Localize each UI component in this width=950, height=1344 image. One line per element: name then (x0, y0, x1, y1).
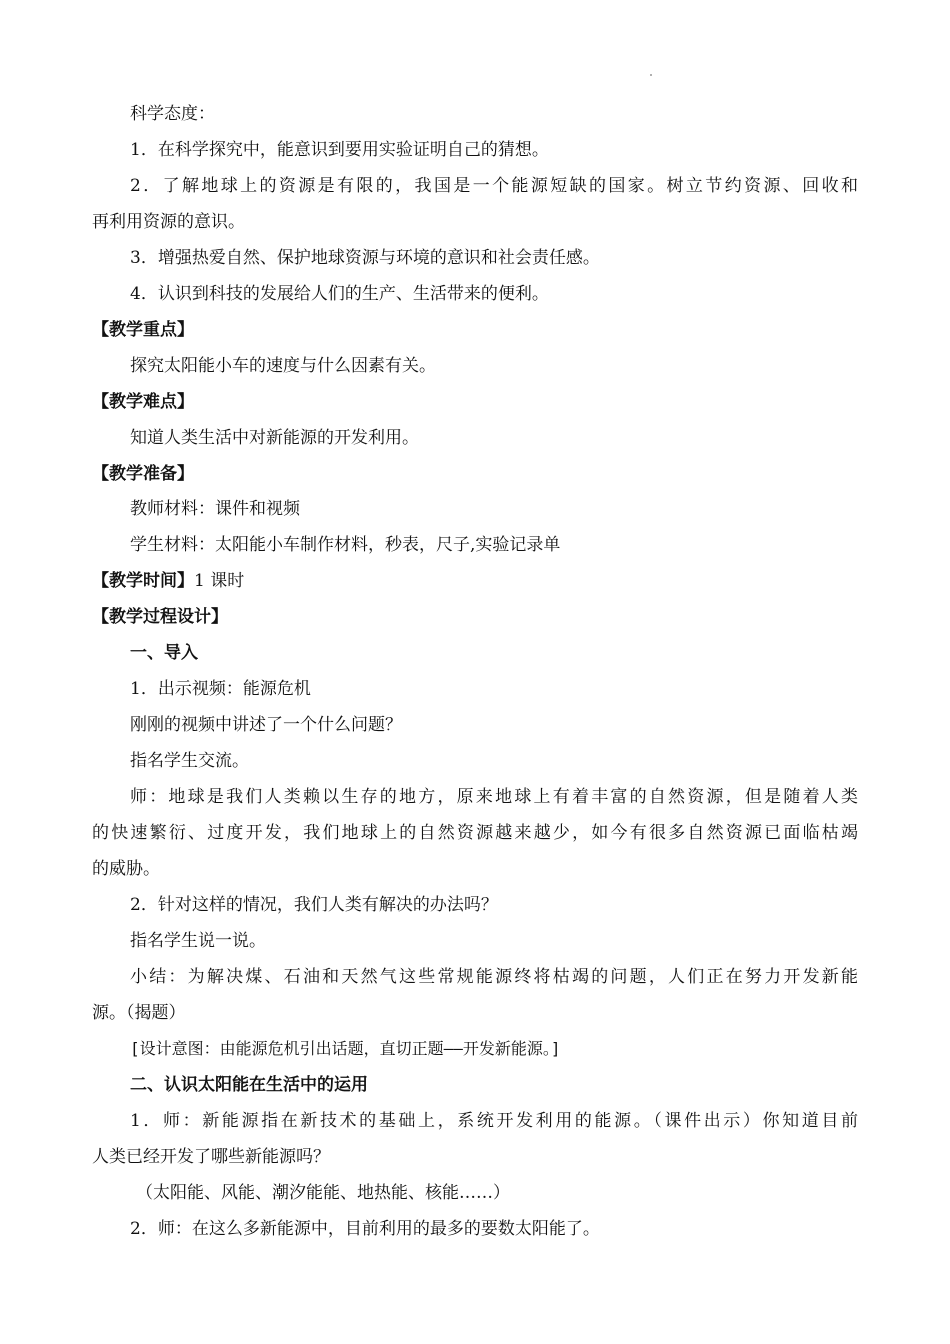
section-heading: 【教学重点】 (92, 320, 194, 340)
section-heading: 【教学准备】 (92, 464, 194, 484)
paragraph-line: 知道人类生活中对新能源的开发利用。 (130, 428, 419, 448)
paragraph-line: 小结：为解决煤、石油和天然气这些常规能源终将枯竭的问题，人们正在努力开发新能 (130, 967, 858, 987)
paragraph-line: 人类已经开发了哪些新能源吗？ (92, 1147, 330, 1167)
section-heading-time (92, 569, 872, 593)
paragraph-line: 3．增强热爱自然、保护地球资源与环境的意识和社会责任感。 (130, 248, 600, 268)
paragraph-line: 教师材料：课件和视频 (130, 499, 300, 519)
paragraph-line: 师：地球是我们人类赖以生存的地方，原来地球上有着丰富的自然资源，但是随着人类 (130, 787, 858, 807)
paragraph-line: 1．在科学探究中，能意识到要用实验证明自己的猜想。 (130, 140, 549, 160)
paragraph-line: （太阳能、风能、潮汐能能、地热能、核能……） (136, 1183, 510, 1203)
paragraph-line: 2．了解地球上的资源是有限的，我国是一个能源短缺的国家。树立节约资源、回收和 (130, 176, 858, 196)
time-heading: 【教学时间】 (92, 571, 194, 591)
page-mark (650, 74, 652, 76)
paragraph-line: 源。（揭题） (92, 1003, 186, 1023)
paragraph-line: 4．认识到科技的发展给人们的生产、生活带来的便利。 (130, 284, 549, 304)
subsection-heading: 二、认识太阳能在生活中的运用 (130, 1075, 368, 1095)
paragraph-line: 指名学生说一说。 (130, 931, 266, 951)
paragraph-line: 的威胁。 (92, 859, 160, 879)
paragraph-line: 指名学生交流。 (130, 751, 249, 771)
time-value: 1 课时 (194, 571, 245, 591)
section-heading: 【教学难点】 (92, 392, 194, 412)
paragraph-line: 刚刚的视频中讲述了一个什么问题？ (130, 715, 402, 735)
paragraph-line: 再利用资源的意识。 (92, 212, 245, 232)
paragraph-line: 1．出示视频：能源危机 (130, 679, 311, 699)
subsection-heading: 一、导入 (130, 643, 198, 663)
paragraph-line: 的快速繁衍、过度开发，我们地球上的自然资源越来越少，如今有很多自然资源已面临枯竭 (92, 823, 858, 843)
paragraph-line: 学生材料：太阳能小车制作材料，秒表，尺子,实验记录单 (130, 535, 561, 555)
paragraph-line: 1．师：新能源指在新技术的基础上，系统开发利用的能源。（课件出示）你知道目前 (130, 1111, 858, 1131)
paragraph-line: 科学态度： (130, 104, 215, 124)
paragraph-line: 2．针对这样的情况，我们人类有解决的办法吗？ (130, 895, 498, 915)
paragraph-line: 2．师：在这么多新能源中，目前利用的最多的要数太阳能了。 (130, 1219, 600, 1239)
paragraph-line: 探究太阳能小车的速度与什么因素有关。 (130, 356, 436, 376)
design-intent-note: [设计意图：由能源危机引出话题，直切正题——开发新能源。] (130, 1039, 561, 1058)
section-heading: 【教学过程设计】 (92, 607, 228, 627)
